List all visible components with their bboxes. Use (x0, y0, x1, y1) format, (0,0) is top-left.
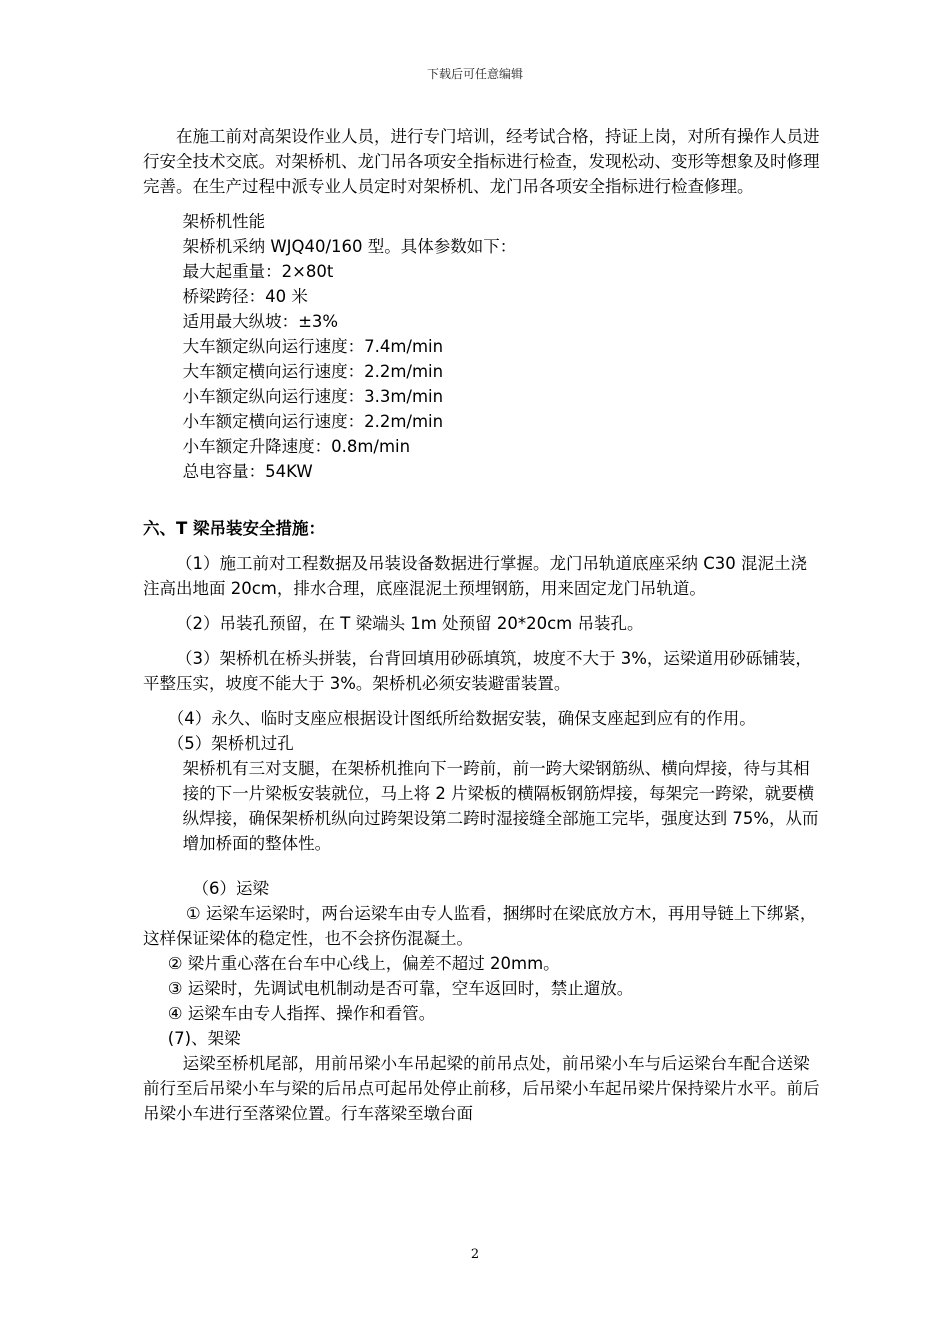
measure-paragraph: （3）架桥机在桥头拼装，台背回填用砂砾填筑，坡度不大于 3%，运梁道用砂砾铺装，平整压实，坡度不能大于 3%。架桥机必须安装避雷装置。 (143, 649, 812, 693)
spec-line: 小车额定纵向运行速度：3.3m/min (182, 387, 444, 406)
measure-paragraph: 运梁至桥机尾部，用前吊梁小车吊起梁的前吊点处，前吊梁小车与后运梁台车配合送梁前行至后吊梁小车与梁的后吊点可起吊处停止前移，后吊梁小车起吊梁片保持梁片水平。前后吊梁小车进行至落梁位置。行车落梁至墩台面 (143, 1054, 820, 1123)
list-item: ② 梁片重心落在台车中心线上，偏差不超过 20mm。 (167, 954, 560, 973)
measure-paragraph: （4）永久、临时支座应根据设计图纸所给数据安装，确保支座起到应有的作用。 (167, 709, 756, 728)
list-item: ① 运梁车运梁时，两台运梁车由专人监看，捆绑时在梁底放方木，再用导链上下绑紧，这样保证梁体的稳定性，也不会挤伤混凝土。 (143, 904, 817, 948)
spec-line: 适用最大纵坡：±3% (182, 312, 339, 331)
spec-line: 大车额定横向运行速度：2.2m/min (182, 362, 444, 381)
spec-line: 大车额定纵向运行速度：7.4m/min (182, 337, 444, 356)
measure-paragraph: 架桥机有三对支腿，在架桥机推向下一跨前，前一跨大梁钢筋纵、横向焊接，待与其相接的下一片梁板安装就位，马上将 2 片梁板的横隔板钢筋焊接，每架完一跨梁，就要横纵焊接，确保架桥机纵向过跨架设第二跨时湿接缝全部施工完毕，强度达到 75%，从而增加桥面的整体性。 (182, 759, 819, 853)
spec-line: 最大起重量：2×80t (182, 262, 334, 281)
measure-subtitle: （5）架桥机过孔 (167, 734, 294, 753)
spec-line: 小车额定横向运行速度：2.2m/min (182, 412, 444, 431)
document-body (143, 124, 823, 1126)
page-header: 下载后可任意编辑 (426, 67, 523, 81)
page-number: 2 (470, 1247, 480, 1262)
spec-line: 桥梁跨径：40 米 (182, 287, 308, 306)
measure-paragraph: （2）吊装孔预留，在 T 梁端头 1m 处预留 20*20cm 吊装孔。 (176, 614, 644, 633)
measure-subtitle: (7)、架梁 (167, 1029, 241, 1048)
spec-line: 总电容量：54KW (182, 462, 313, 481)
section-heading: 六、T 梁吊装安全措施： (143, 519, 325, 538)
measure-subtitle: （6）运梁 (192, 879, 269, 898)
measure-paragraph: （1）施工前对工程数据及吊装设备数据进行掌握。龙门吊轨道底座采纳 C30 混泥土浇注高出地面 20cm，排水合理，底座混泥土预埋钢筋，用来固定龙门吊轨道。 (143, 554, 808, 598)
section-subtitle: 架桥机性能 (182, 212, 266, 231)
list-item: ④ 运梁车由专人指挥、操作和看管。 (167, 1004, 436, 1023)
list-item: ③ 运梁时，先调试电机制动是否可靠，空车返回时，禁止遛放。 (167, 979, 634, 998)
spec-line: 架桥机采纳 WJQ40/160 型。具体参数如下： (182, 237, 517, 256)
spec-line: 小车额定升降速度：0.8m/min (182, 437, 411, 456)
intro-paragraph: 在施工前对高架设作业人员，进行专门培训，经考试合格，持证上岗，对所有操作人员进行安全技术交底。对架桥机、龙门吊各项安全指标进行检查，发现松动、变形等想象及时修理完善。在生产过程中派专业人员定时对架桥机、龙门吊各项安全指标进行检查修理。 (143, 127, 820, 196)
